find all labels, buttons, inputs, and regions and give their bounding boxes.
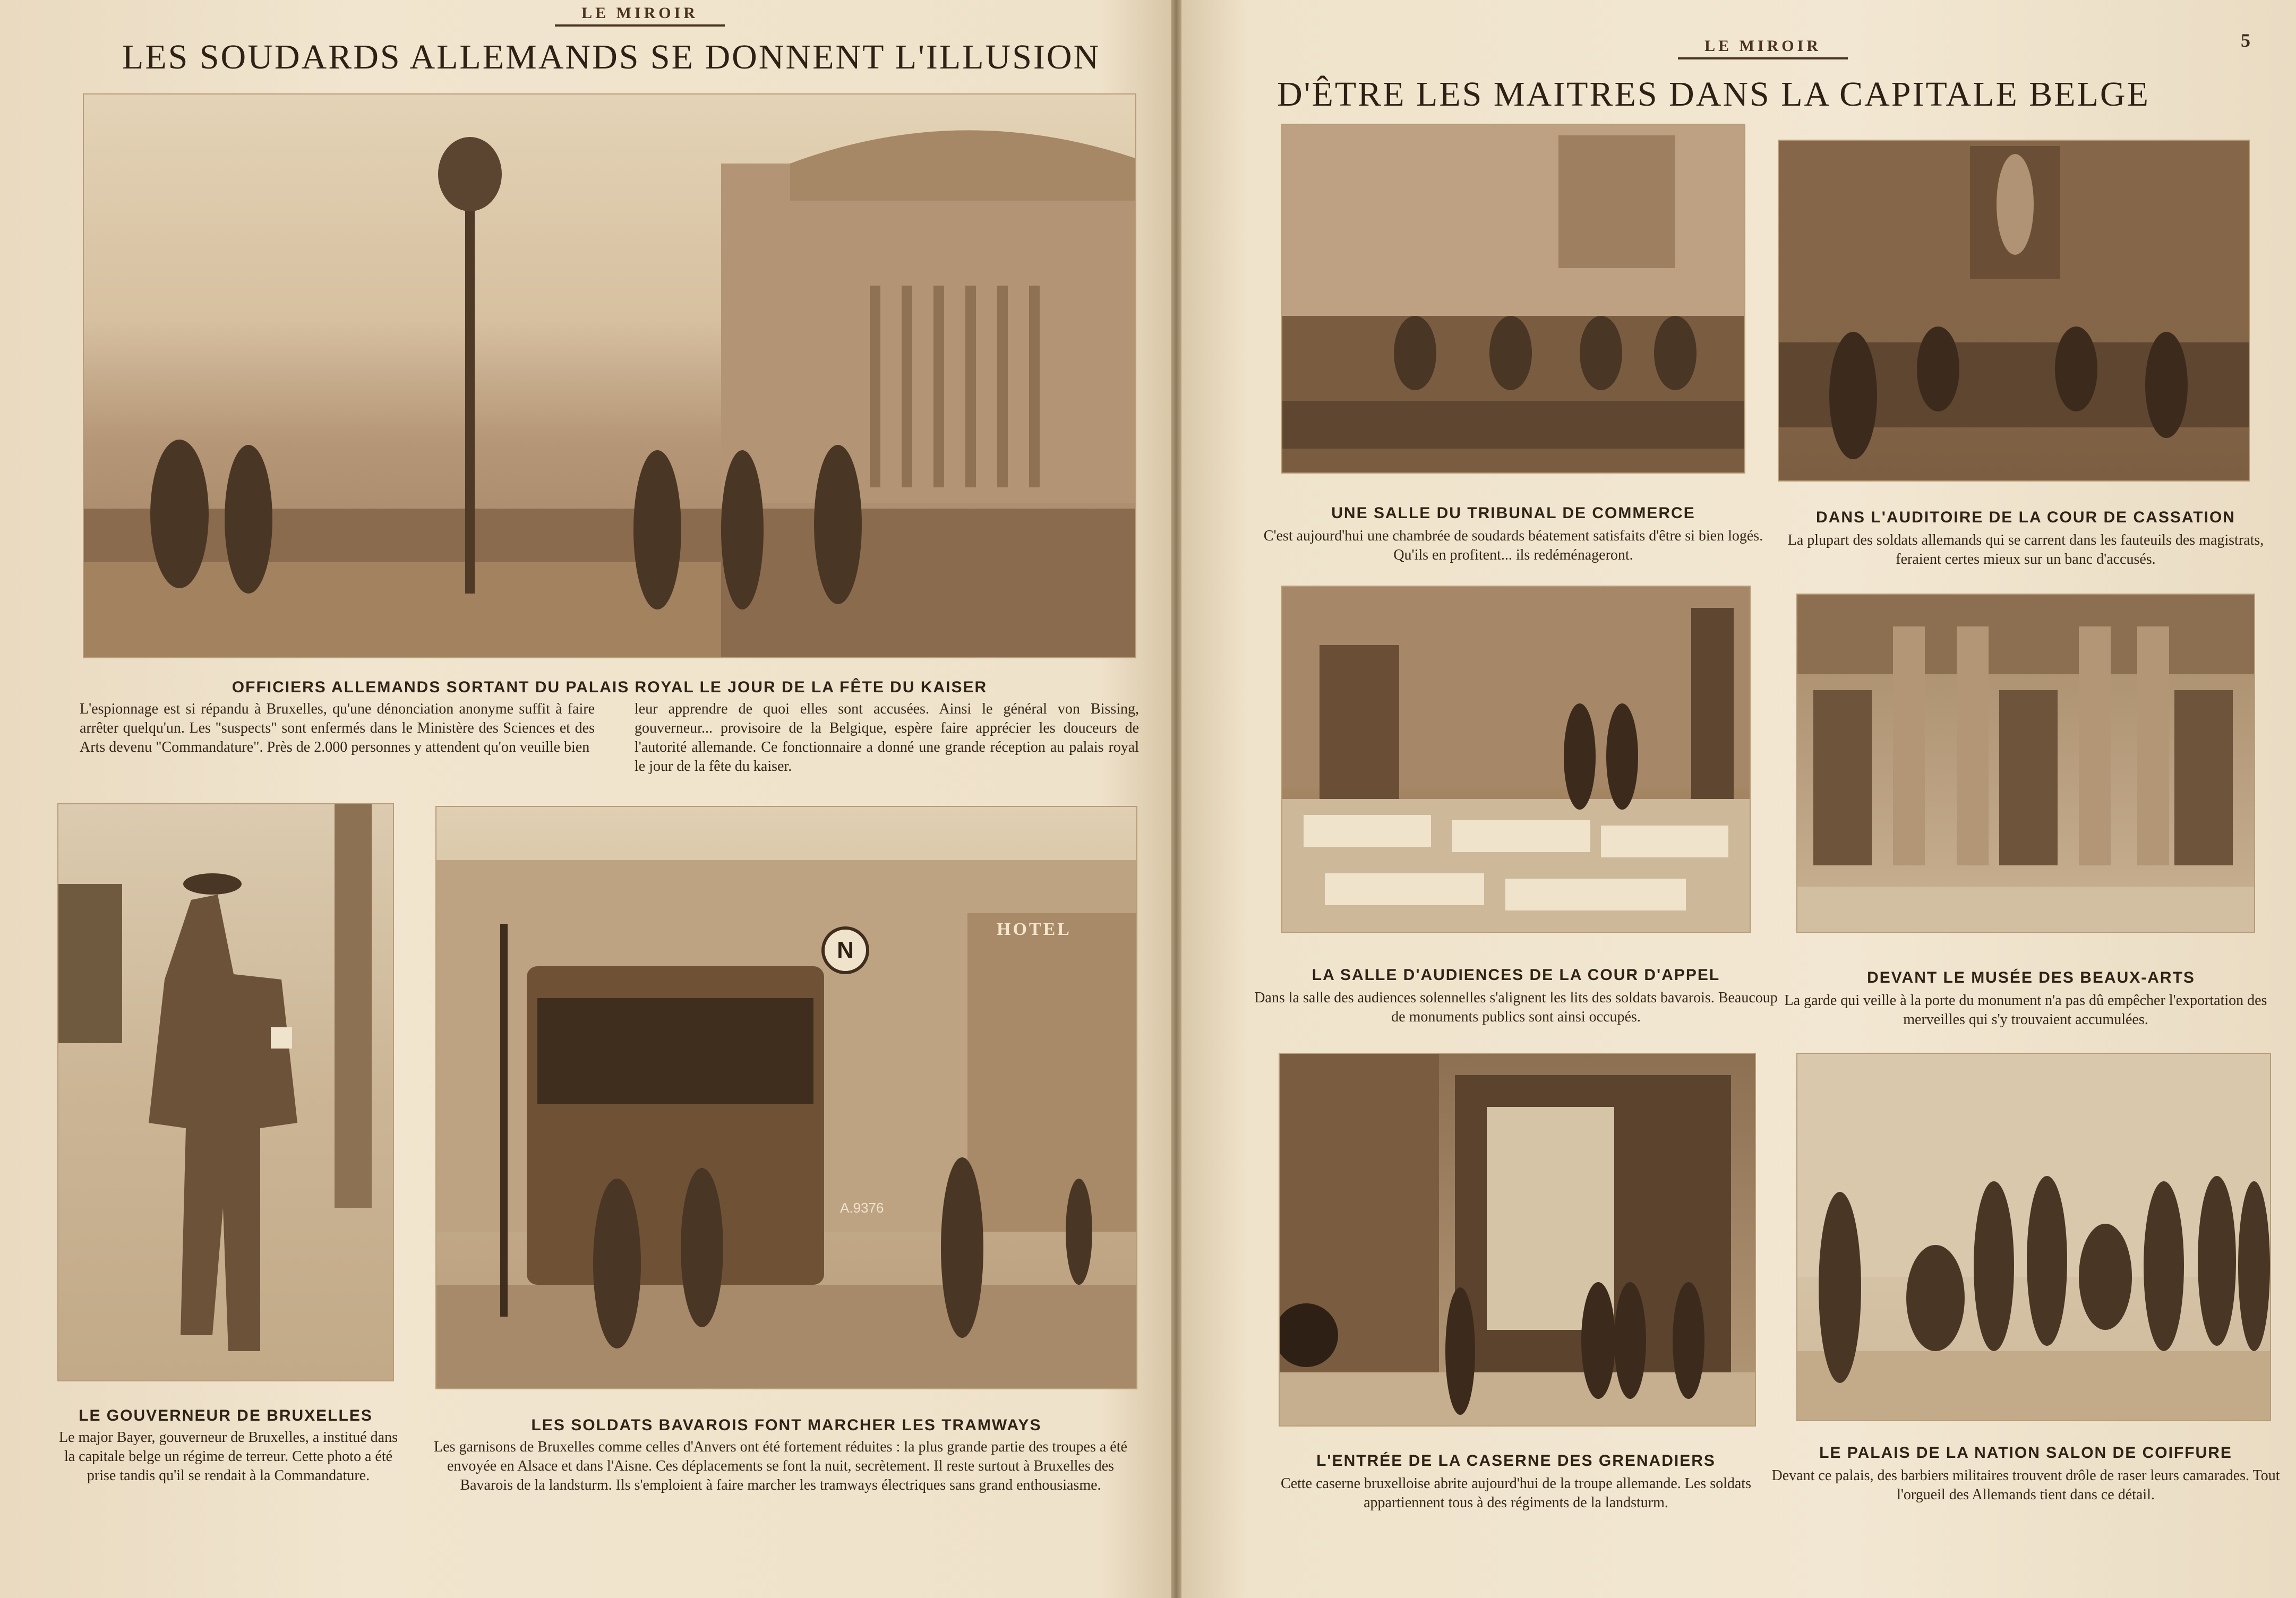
caption-title-palais-nation: LE PALAIS DE LA NATION SALON DE COIFFURE bbox=[1819, 1444, 2232, 1462]
hotel-sign: HOTEL bbox=[997, 920, 1072, 939]
photo-tramway bbox=[436, 807, 1136, 1388]
caption-title-gouverneur: LE GOUVERNEUR DE BRUXELLES bbox=[79, 1407, 373, 1424]
caption-body-tribunal: C'est aujourd'hui une chambrée de soudards béatement satisfaits d'être si bien logés. Qu'ils en profitent... ils redéménageront. bbox=[1263, 528, 1763, 563]
masthead-left: LE MIROIR bbox=[555, 4, 725, 22]
masthead-right: LE MIROIR bbox=[1678, 37, 1848, 55]
tram-badge: N bbox=[837, 937, 854, 963]
caption-body-cour-appel: Dans la salle des audiences solennelles s'alignent les lits des soldats bavarois. Beaucoup de monuments publics sont ainsi occupés. bbox=[1254, 990, 1778, 1025]
caption-body-cassation: La plupart des soldats allemands qui se carrent dans les fauteuils des magistrats, feraient certes mieux sur un banc d'accusés. bbox=[1787, 532, 2264, 568]
caption-title-cassation: DANS L'AUDITOIRE DE LA COUR DE CASSATION bbox=[1816, 509, 2235, 526]
caption-title-caserne: L'ENTRÉE DE LA CASERNE DES GRENADIERS bbox=[1316, 1452, 1716, 1470]
article-col-2: leur apprendre de quoi elles sont accusées. Ainsi le général von Bissing, gouverneur... provisoire de la Belgique, espère faire apprécier les douceurs de l'autorité allemande. Ce fonctionnaire a donné une grande réception au palais royal le jour de la fête du kaiser. bbox=[635, 701, 1139, 775]
caption-body-palais-nation: Devant ce palais, des barbiers militaires trouvent drôle de raser leurs camarades. Tout l'orgueil des Allemands tient dans ce détail. bbox=[1771, 1467, 2280, 1503]
photo-palais-royal bbox=[84, 94, 1135, 657]
headline-left: LES SOUDARDS ALLEMANDS SE DONNENT L'ILLUSION bbox=[122, 38, 1101, 76]
photo-cour-appel bbox=[1282, 587, 1750, 932]
caption-title-cour-appel: LA SALLE D'AUDIENCES DE LA COUR D'APPEL bbox=[1312, 966, 1720, 984]
caption-body-caserne: Cette caserne bruxelloise abrite aujourd'hui de la troupe allemande. Les soldats appartiennent tous à des régiments de la landsturm. bbox=[1281, 1475, 1751, 1511]
caption-title-tribunal: UNE SALLE DU TRIBUNAL DE COMMERCE bbox=[1331, 504, 1695, 522]
headline-right: D'ÊTRE LES MAITRES DANS LA CAPITALE BELGE bbox=[1277, 75, 2150, 114]
photo-tribunal-commerce bbox=[1282, 125, 1744, 472]
caption-title-musee: DEVANT LE MUSÉE DES BEAUX-ARTS bbox=[1867, 969, 2195, 986]
photo-musee-beaux-arts bbox=[1797, 595, 2254, 932]
article-col-1: L'espionnage est si répandu à Bruxelles, qu'une dénonciation anonyme suffit à faire arrêter quelqu'un. Les "suspects" sont enfermés dans le Ministère des Sciences et des Arts devenu "Commandature". Près de 2.000 personnes y attendent qu'on veuille bien bbox=[80, 701, 595, 755]
tram-number: A.9376 bbox=[840, 1200, 884, 1216]
photo-gouverneur bbox=[58, 804, 393, 1380]
right-page bbox=[1181, 0, 2296, 1598]
caption-body-musee: La garde qui veille à la porte du monument n'a pas dû empêcher l'exportation des merveilles qui s'y trouvaient accumulées. bbox=[1784, 992, 2267, 1028]
caption-body-tramway: Les garnisons de Bruxelles comme celles d'Anvers ont été fortement réduites : la plus grande partie des troupes a été envoyée en Alsace et dans l'Aisne. Ces déplacements se font la nuit, secrètement. Il reste surtout à Bruxelles des Bavarois de la landsturm. Ils s'emploient à faire marcher les tramways électriques sans grand enthousiasme. bbox=[434, 1439, 1127, 1493]
caption-title-tramway: LES SOLDATS BAVAROIS FONT MARCHER LES TRAMWAYS bbox=[531, 1416, 1042, 1434]
caption-title-palais: OFFICIERS ALLEMANDS SORTANT DU PALAIS ROYAL LE JOUR DE LA FÊTE DU KAISER bbox=[232, 678, 988, 696]
photo-caserne-grenadiers bbox=[1280, 1054, 1755, 1425]
page-number: 5 bbox=[2241, 30, 2250, 51]
page-gutter bbox=[1171, 0, 1181, 1598]
caption-body-gouverneur: Le major Bayer, gouverneur de Bruxelles, a institué dans la capitale belge un régime de terreur. Cette photo a été prise tandis qu'il se rendait à la Commandature. bbox=[58, 1429, 398, 1484]
photo-palais-nation bbox=[1797, 1054, 2270, 1420]
photo-cour-cassation bbox=[1779, 141, 2249, 480]
